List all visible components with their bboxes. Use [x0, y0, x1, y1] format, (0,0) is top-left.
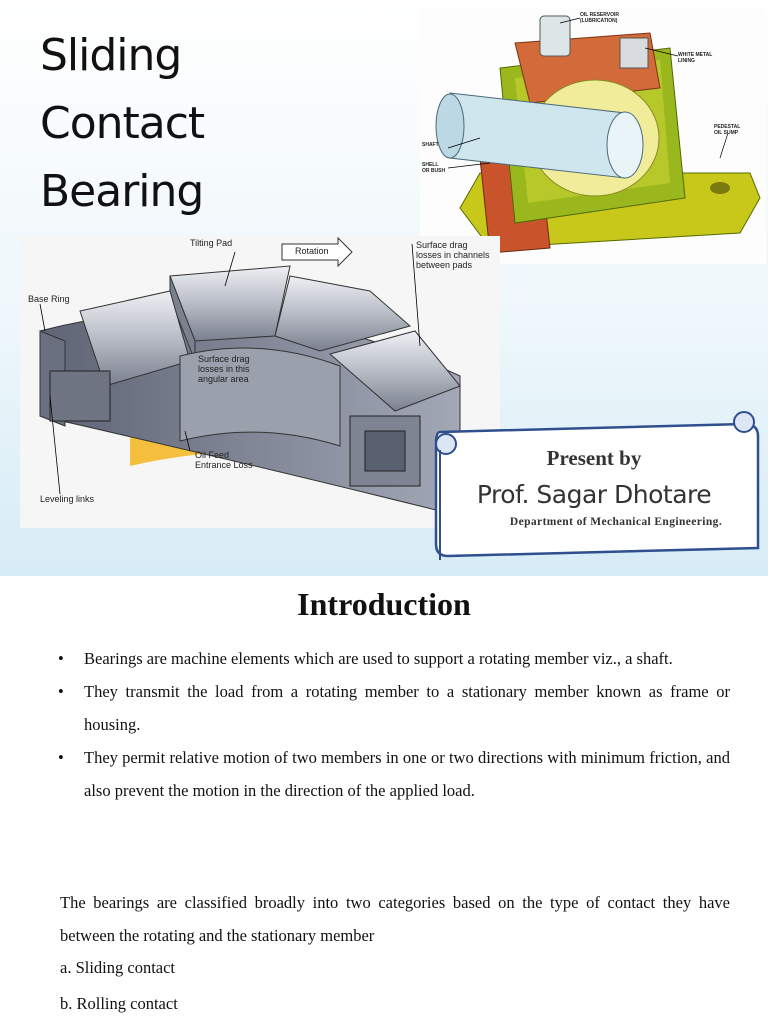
label-oil-reservoir: OIL RESERVOIR (LUBRICATION) [580, 12, 619, 24]
label-shell: SHELL OR BUSH [422, 162, 446, 174]
label-leveling-links: Leveling links [40, 494, 95, 504]
title-line-1: Sliding [40, 30, 182, 81]
presenter-name: Prof. Sagar Dhotare [476, 480, 712, 509]
classification-paragraph: The bearings are classified broadly into two categories based on the type of contact they have between the rotating and the stationary member [60, 893, 730, 945]
category-sliding: a. Sliding contact [60, 958, 176, 977]
bullet-item: • They transmit the load from a rotating member to a stationary member known as frame or housing. [40, 675, 730, 741]
title-line-3: Bearing [40, 166, 204, 217]
category-rolling: b. Rolling contact [60, 994, 178, 1013]
title-line-2: Contact [40, 98, 205, 149]
introduction-slide [0, 576, 768, 1024]
slide-title [40, 22, 204, 226]
label-surface-drag-channels: Surface drag losses in channels between pads [416, 240, 490, 270]
bullet-item: • They permit relative motion of two members in one or two directions with minimum friction, and also prevent the motion in the direction of the applied load. [40, 741, 730, 807]
label-tilting-pad: Tilting Pad [190, 238, 233, 248]
intro-bullet-list [40, 642, 730, 807]
presenter-scroll [426, 410, 762, 570]
plummer-block-illustration [420, 8, 766, 264]
department-name: Department of Mechanical Engineering. [509, 516, 723, 528]
label-white-metal: WHITE METAL LINING [678, 52, 713, 64]
intro-title: Introduction [297, 586, 471, 622]
label-rotation: Rotation [295, 246, 329, 256]
label-pedestal: PEDESTAL OIL SUMP [714, 124, 741, 136]
label-surface-drag-angular: Surface drag losses in this angular area [198, 354, 250, 384]
present-by-label: Present by [546, 446, 642, 470]
label-base-ring: Base Ring [28, 294, 70, 304]
label-oil-feed: Oil Feed Entrance Loss [195, 450, 253, 470]
bullet-item: • Bearings are machine elements which are used to support a rotating member viz., a shaft. [40, 642, 730, 675]
label-shaft: SHAFT [422, 142, 439, 148]
